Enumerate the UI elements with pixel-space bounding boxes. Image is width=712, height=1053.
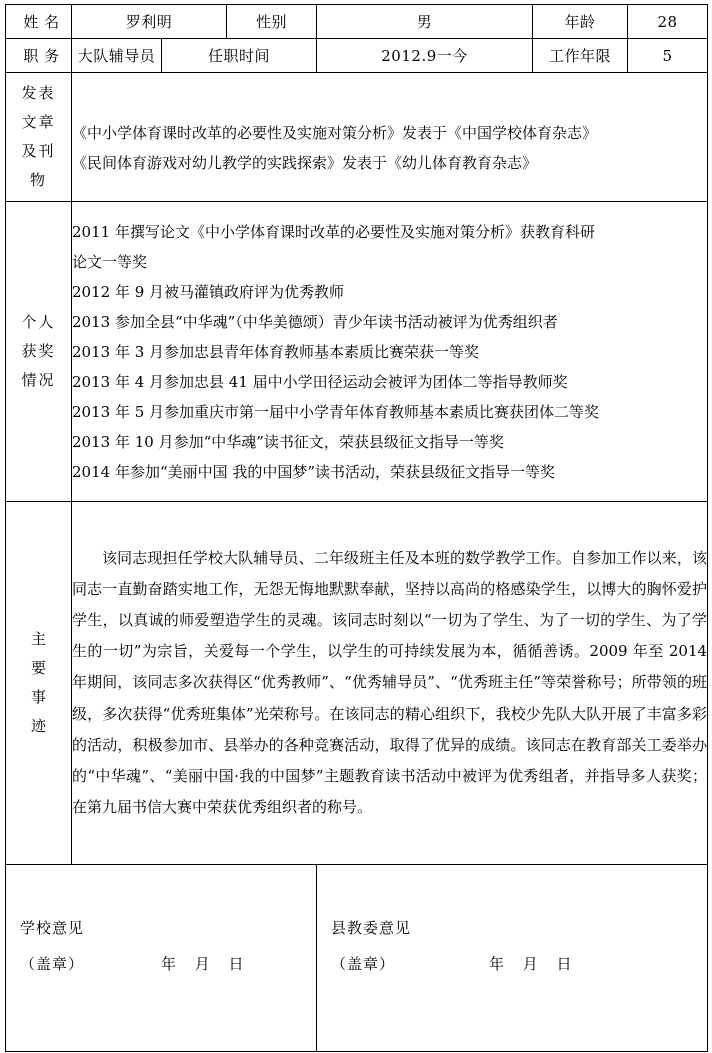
name-value: 罗利明 [72,5,227,39]
name-label: 姓 名 [6,5,72,39]
post-value: 大队辅导员 [72,39,162,73]
award-item: 2013 参加全县“中华魂”（中华美德颂）青少年读书活动被评为优秀组织者 [72,312,558,331]
awards-label-line-3: 情况 [21,371,56,390]
deeds-label-line-3: 事 [30,688,46,706]
publications-label-line-2: 文章 [21,112,56,131]
school-opinion-cell [6,865,317,1052]
county-opinion-title: 县教委意见 [331,919,412,937]
publications-row [6,73,708,202]
publications-label-line-3: 及刊 [21,142,56,160]
age-value: 28 [628,5,708,39]
award-item: 2013 年 4 月参加忠县 41 届中小学田径运动会被评为团体二等指导教师奖 [72,372,568,391]
school-opinion-title: 学校意见 [20,919,85,937]
county-opinion-seal: （盖章） [331,955,396,973]
deeds-label-line-2: 要 [30,658,46,677]
post-label: 职 务 [6,39,72,73]
opinions-row [6,865,708,1052]
county-opinion-cell [317,865,708,1052]
award-item: 论文一等奖 [72,252,148,271]
tenure-value: 2012.9一今 [317,39,533,73]
award-item: 2011 年撰写论文《中小学体育课时改革的必要性及实施对策分析》获教育科研 [72,222,595,241]
award-item: 2012 年 9 月被马灌镇政府评为优秀教师 [72,282,345,301]
work-years-label: 工作年限 [533,39,628,73]
county-opinion-date: 年 月 日 [489,955,579,973]
awards-label-line-1: 个人 [21,312,56,331]
deeds-label-line-4: 迹 [30,717,46,736]
deeds-label [6,502,72,865]
award-item: 2013 年 3 月参加忠县青年体育教师基本素质比赛荣获一等奖 [72,342,480,361]
identity-row-1 [6,5,708,39]
school-opinion-date: 年 月 日 [161,955,251,973]
publications-label-line-4: 物 [29,171,47,190]
awards-label-line-2: 获奖 [21,341,56,360]
age-label: 年龄 [533,5,628,39]
deeds-paragraph: 该同志现担任学校大队辅导员、二年级班主任及本班的数学教学工作。自参加工作以来，该同志一直勤奋踏实地工作，无怨无悔地默默奉献，坚持以高尚的格感染学生，以博大的胸怀爱护学生，以真诚的师爱塑造学生的灵魂。该同志时刻以“一切为了学生、为了一切的学生、为了学生的一切”为宗旨，关爱每一个学生，以学生的可持续发展为本，循循善诱。2009 年至 2014 年期间，该同志多次获得区“优秀教师”、“优秀辅导员”、“优秀班主任”等荣誉称号；所带领的班级，多次获得“优秀班集体”光荣称号。在该同志的精心组织下，我校少先队大队开展了丰富多彩的活动，积极参加市、县举办的各种竞赛活动，取得了优异的成绩。该同志在教育部关工委举办的“中华魂”、“美丽中国·我的中国梦”主题教育读书活动中被评为优秀组者，并指导多人获奖；在第九届书信大赛中荣获优秀组织者的称号。 [72,548,708,817]
publication-item: 《民间体育游戏对幼儿教学的实践探索》发表于《幼儿体育教育杂志》 [72,154,538,172]
deeds-row [6,502,708,865]
award-item: 2013 年 10 月参加“中华魂”读书征文，荣获县级征文指导一等奖 [72,432,504,451]
awards-content [72,202,708,502]
awards-row [6,202,708,502]
tenure-label: 任职时间 [162,39,317,73]
deeds-label-line-1: 主 [30,629,46,648]
identity-row-2 [6,39,708,73]
publications-label-line-1: 发表 [21,83,56,102]
deeds-content [72,502,708,865]
awards-label [6,202,72,502]
publication-item: 《中小学体育课时改革的必要性及实施对策分析》发表于《中国学校体育杂志》 [72,124,598,142]
teacher-profile-form [5,4,708,1052]
work-years-value: 5 [628,39,708,73]
gender-label: 性别 [227,5,317,39]
gender-value: 男 [317,5,533,39]
award-item: 2014 年参加“美丽中国 我的中国梦”读书活动，荣获县级征文指导一等奖 [72,462,556,481]
school-opinion-seal: （盖章） [20,955,85,973]
publications-label [6,73,72,202]
award-item: 2013 年 5 月参加重庆市第一届中小学青年体育教师基本素质比赛获团体二等奖 [72,402,600,421]
publications-content [72,73,708,202]
